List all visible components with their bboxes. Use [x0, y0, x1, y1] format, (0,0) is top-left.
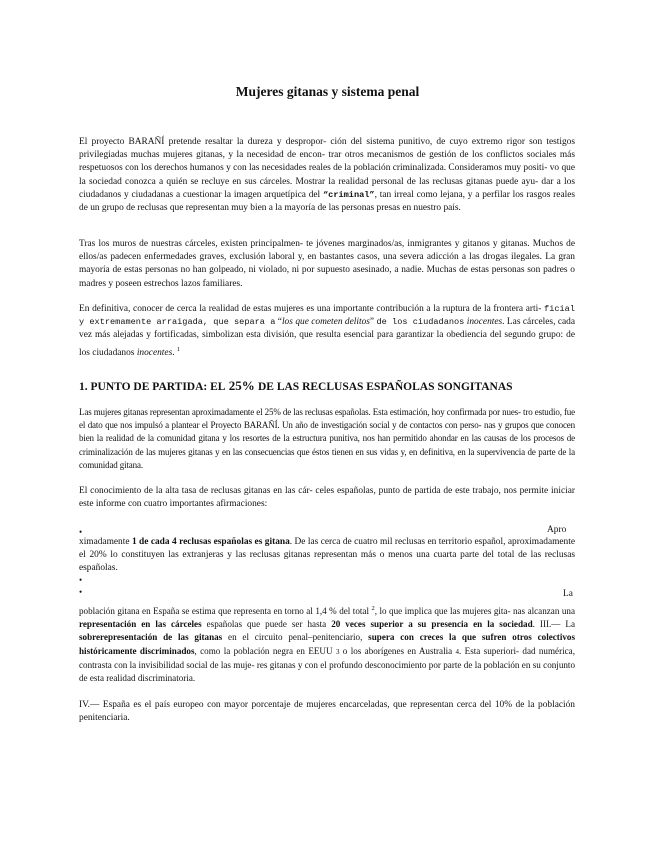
bullet-2-text-g: o los aborígenes en Australia	[342, 645, 453, 656]
conclusion-paragraph	[79, 303, 575, 360]
estimate-paragraph: Las mujeres gitanas representan aproximadamente el 25% de las reclusas españolas. Esta estimación, hoy confirmada por nues- tro estudio, fue el dato que nos impulsó a plantear el Proyecto BARAÑÍ. Un año de investigación social y de contactos con perso- nas y grupos que conocen bien la realidad de la comunidad gitana y los resortes de la estructura punitiva, nos han permitido ahondar en las causas de los procesos de criminalización de las mujeres gitanas y en las consecuencias que éstos tienen en sus vidas y, en definitiva, en la supervivencia de parte de la comunidad gitana.	[79, 407, 575, 470]
bullet-2-text	[79, 602, 575, 685]
bullet-2-text-c: españolas que puede ser hasta	[206, 619, 327, 630]
bullet-1-bold: 1 de cada 4 reclusas españolas es gitana	[131, 537, 290, 547]
bullet-1-dot: •	[79, 527, 83, 537]
bullet-2-bold-3: sobrerepresentación de las gitanas	[79, 632, 223, 643]
heading-percentage: 25%	[225, 378, 258, 393]
bullet-1-text-b: . De las cerca de cuatro mil reclusas en territorio español, aproximadamente el 20% lo constituyen las extranjeras y las reclusas gitanas representan más o menos una cuarta parte del total de las reclusas españolas.	[79, 537, 576, 574]
footnote-ref-3[interactable]: 3	[335, 647, 340, 656]
page-title: Mujeres gitanas y sistema penal	[235, 84, 420, 99]
bullet-1-lead: Apro	[547, 525, 567, 535]
affirmations-intro: El conocimiento de la alta tasa de reclusas gitanas en las cár- celes españolas, punto de partida de este trabajo, nos permite iniciar este informe con cuatro importantes afirmaciones:	[79, 486, 575, 510]
bullet-2-text-f: , como la población negra en EEUU	[194, 645, 333, 656]
bullet-2-bold-2: 20 veces superior a su presencia en la sociedad	[331, 619, 533, 630]
bullet-2-dot: •	[79, 587, 83, 597]
bullet-2-text-b: , lo que implica que las mujeres gita- nas alcanzan una	[374, 606, 575, 617]
footnote-ref-1[interactable]: 1	[176, 345, 181, 353]
europe-paragraph: IV.— España es el país europeo con mayor porcentaje de mujeres encarceladas, que representan cerca del 10% de la población penitenciaria.	[79, 700, 575, 724]
conclusion-italic-a: los que cometen delitos	[281, 317, 370, 328]
footnote-ref-2[interactable]: 2	[371, 605, 375, 612]
conclusion-italic-b: inocentes	[466, 317, 503, 328]
bullet-1-text	[79, 536, 575, 576]
conclusion-text-b: . Las cárceles, cada vez más alejadas y fortificadas, simbolizan esta división, que resulta esencial para garantizar la obediencia del segundo grupo: de los ciudadanos	[79, 317, 576, 358]
bullet-2-bold-4: supera con creces la que sufren otros colectivos históricamente discriminados	[79, 632, 575, 656]
conclusion-text-a: En definitiva, conocer de cerca la realidad de estas mujeres es una importante contribución a la ruptura de la frontera arti-	[79, 304, 542, 314]
footnote-ref-4[interactable]: 4	[455, 647, 460, 656]
bullet-2-text-d: . III.— La	[532, 619, 575, 630]
open-quote: “	[277, 317, 282, 328]
section-heading	[79, 378, 579, 394]
bullet-2-text-h: . Esta superiori- dad numérica, contrasta con la invisibilidad social de las muje- res gitanas y con el profundo desconocimiento por parte de la población en su conjunto de esta realidad discriminatoria.	[79, 645, 575, 684]
bullet-1-dot-end: •	[79, 575, 83, 585]
conclusion-italic-c: inocentes	[136, 347, 173, 358]
heading-part-1: UNTO DE PARTIDA	[97, 381, 204, 393]
conclusion-mono-b: de los ciudadanos	[376, 317, 465, 328]
bullet-2-text-e: en el circuito penal–penitenciario,	[228, 632, 363, 643]
conclusion-mono-a: ficial y extremamente arraigada, que separa a	[79, 304, 575, 328]
close-quote: ”	[369, 317, 375, 328]
heading-part-2: EL	[210, 381, 226, 393]
conclusion-period: .	[172, 347, 175, 358]
intro-text-end: , tan irreal como lejana, y a perfilar los rasgos reales de un grupo de reclusas que representan muy bien a la mayoría de las personas presas en nuestro país.	[79, 189, 576, 214]
intro-paragraph	[79, 136, 575, 215]
criminal-term: “criminal”	[323, 189, 375, 200]
bullet-2-lead: La	[563, 589, 573, 599]
prisons-paragraph: Tras los muros de nuestras cárceles, existen principalmen- te jóvenes marginados/as, inmigrantes y gitanos y gitanas. Muchos de ellos/as padecen enfermedades graves, exclusión laboral y, en bastantes casos, una severa adicción a las drogas ilegales. La gran mayoría de estas personas no han golpeado, ni violado, ni por supuesto asesinado, a nadie. Muchas de estas personas son padres o madres y poseen estrechos lazos familiares.	[79, 239, 575, 289]
bullet-2-bold-1: representación en las cárceles	[79, 619, 202, 630]
bullet-1-text-a: ximadamente	[79, 537, 130, 547]
bullet-2-text-a: población gitana en España se estima que representa en torno al 1,4 % del total	[79, 606, 369, 617]
intro-text: El proyecto BARAÑÍ pretende resaltar la dureza y despropor- ción del sistema punitivo, de cuyo extremo rigor son testigos privilegiadas muchas mujeres gitanas, y la necesidad de encon- trar otros mecanismos de gestión de los conflictos sociales más respetuosos con los derechos humanos y con las necesidades reales de la población criminalizada. Consideramos muy positi- vo que la sociedad conozca a quién se recluye en sus cárceles. Mostrar la realidad personal de las reclusas gitanas puede ayu- dar a los ciudadanos y ciudadanas a cuestionar la imagen arquetípica del	[79, 137, 575, 200]
heading-number: 1. P	[79, 381, 98, 393]
heading-part-3: DE LAS RECLUSAS ESPAÑOLAS SONGITANAS	[257, 381, 513, 393]
heading-colon: :	[203, 381, 211, 393]
